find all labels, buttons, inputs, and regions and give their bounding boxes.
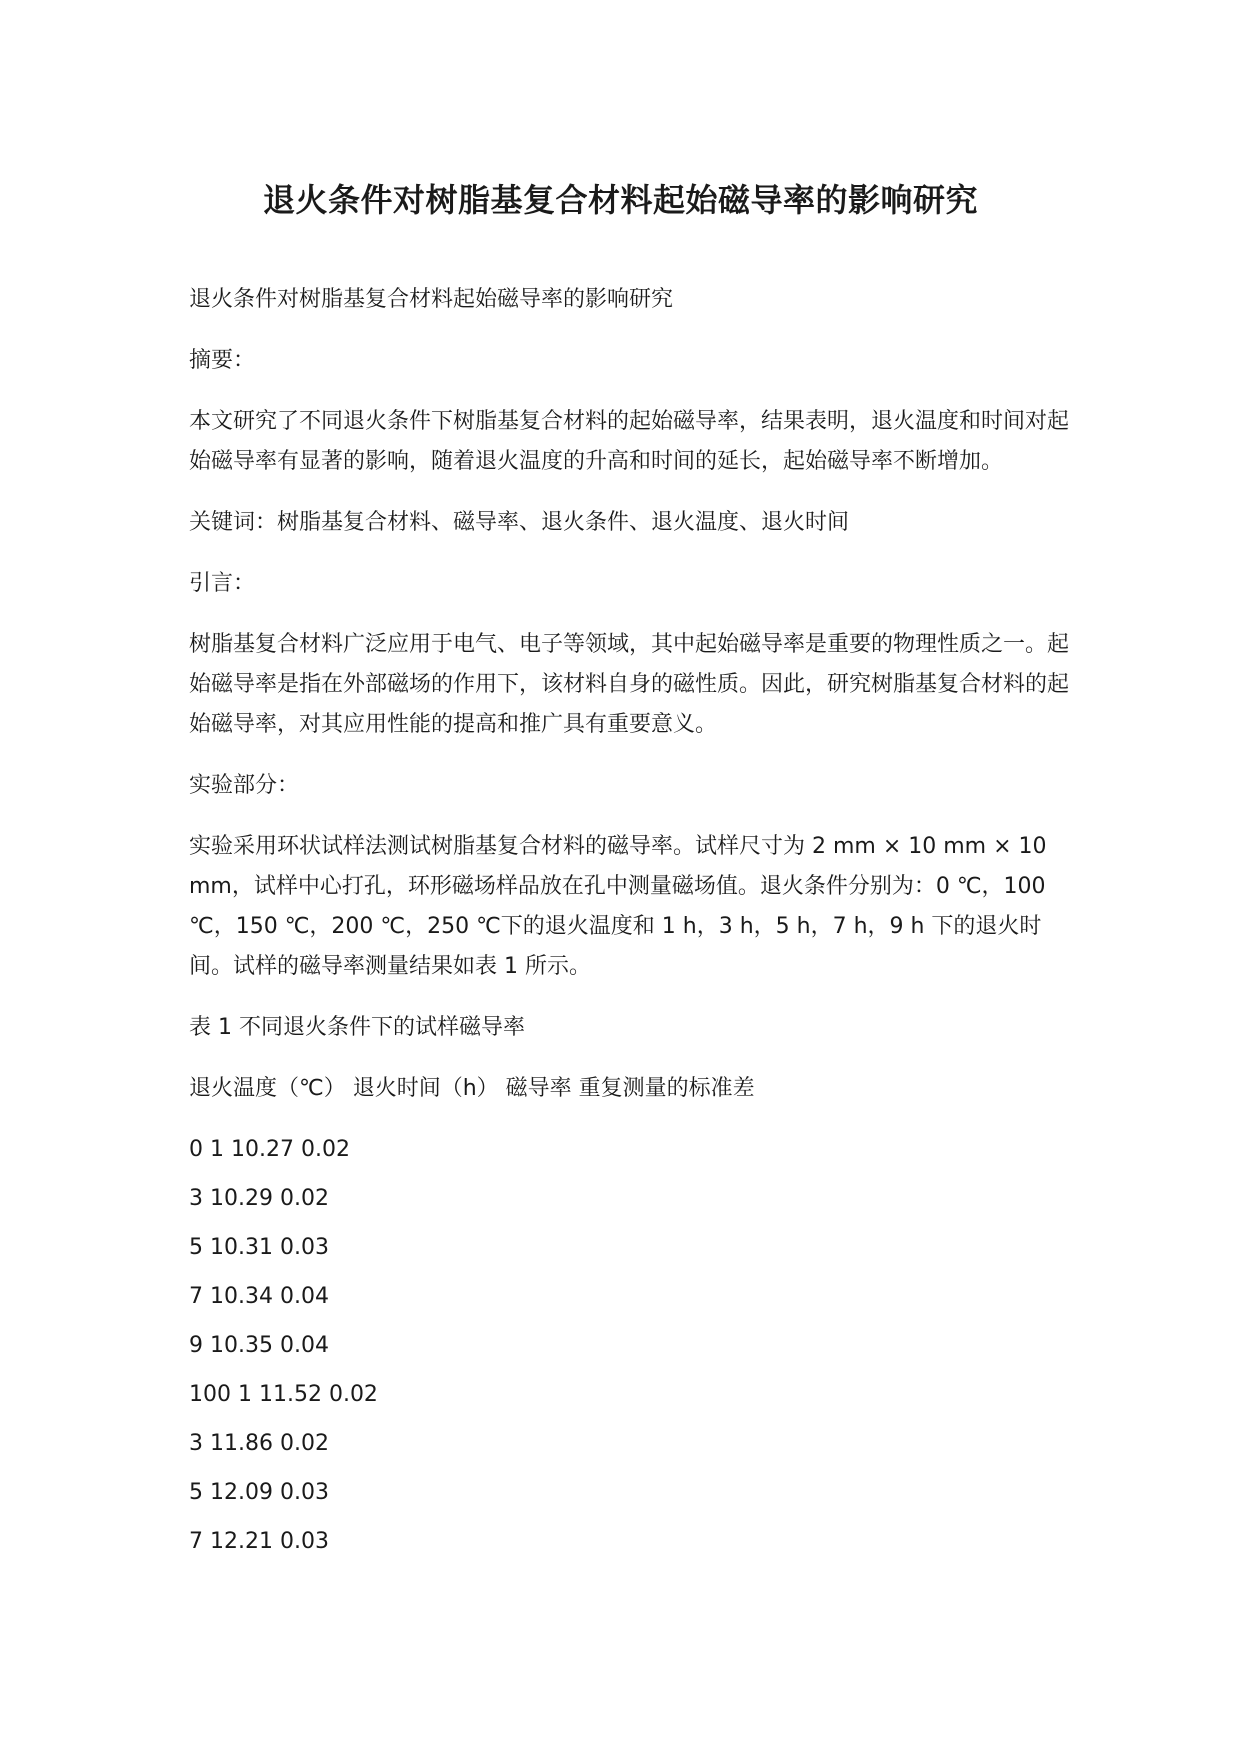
intro-heading: 引言：	[189, 571, 256, 596]
table-row: 9 10.35 0.04	[189, 1333, 329, 1358]
table-caption: 表 1 不同退火条件下的试样磁导率	[189, 1015, 525, 1040]
keywords-paragraph: 关键词：树脂基复合材料、磁导率、退火条件、退火温度、退火时间	[189, 510, 850, 535]
abstract-heading: 摘要：	[189, 348, 256, 373]
abstract-paragraph: 本文研究了不同退火条件下树脂基复合材料的起始磁导率，结果表明，退火温度和时间对起始磁导率有显著的影响，随着退火温度的升高和时间的延长，起始磁导率不断增加。	[189, 409, 1070, 474]
table-header: 退火温度（℃） 退火时间（h） 磁导率 重复测量的标准差	[189, 1076, 755, 1101]
document-title: 退火条件对树脂基复合材料起始磁导率的影响研究	[262, 181, 978, 219]
subtitle-paragraph: 退火条件对树脂基复合材料起始磁导率的影响研究	[189, 287, 674, 312]
experiment-heading: 实验部分：	[189, 773, 300, 798]
table-row: 3 10.29 0.02	[189, 1186, 329, 1211]
document-body	[189, 280, 1069, 1571]
table-row: 7 10.34 0.04	[189, 1284, 329, 1309]
table-row: 100 1 11.52 0.02	[189, 1382, 378, 1407]
table-row: 5 12.09 0.03	[189, 1480, 329, 1505]
table-row: 3 11.86 0.02	[189, 1431, 329, 1456]
table-row: 7 12.21 0.03	[189, 1529, 329, 1554]
table-row: 0 1 10.27 0.02	[189, 1137, 350, 1162]
experiment-paragraph: 实验采用环状试样法测试树脂基复合材料的磁导率。试样尺寸为 2 mm × 10 mm × 10 mm，试样中心打孔，环形磁场样品放在孔中测量磁场值。退火条件分别为：0 ℃，100 ℃，150 ℃，200 ℃，250 ℃下的退火温度和 1 h，3 h，5 h，7 h，9 h 下的退火时间。试样的磁导率测量结果如表 1 所示。	[189, 834, 1047, 979]
intro-paragraph: 树脂基复合材料广泛应用于电气、电子等领域，其中起始磁导率是重要的物理性质之一。起始磁导率是指在外部磁场的作用下，该材料自身的磁性质。因此，研究树脂基复合材料的起始磁导率，对其应用性能的提高和推广具有重要意义。	[189, 632, 1070, 737]
table-row: 5 10.31 0.03	[189, 1235, 329, 1260]
